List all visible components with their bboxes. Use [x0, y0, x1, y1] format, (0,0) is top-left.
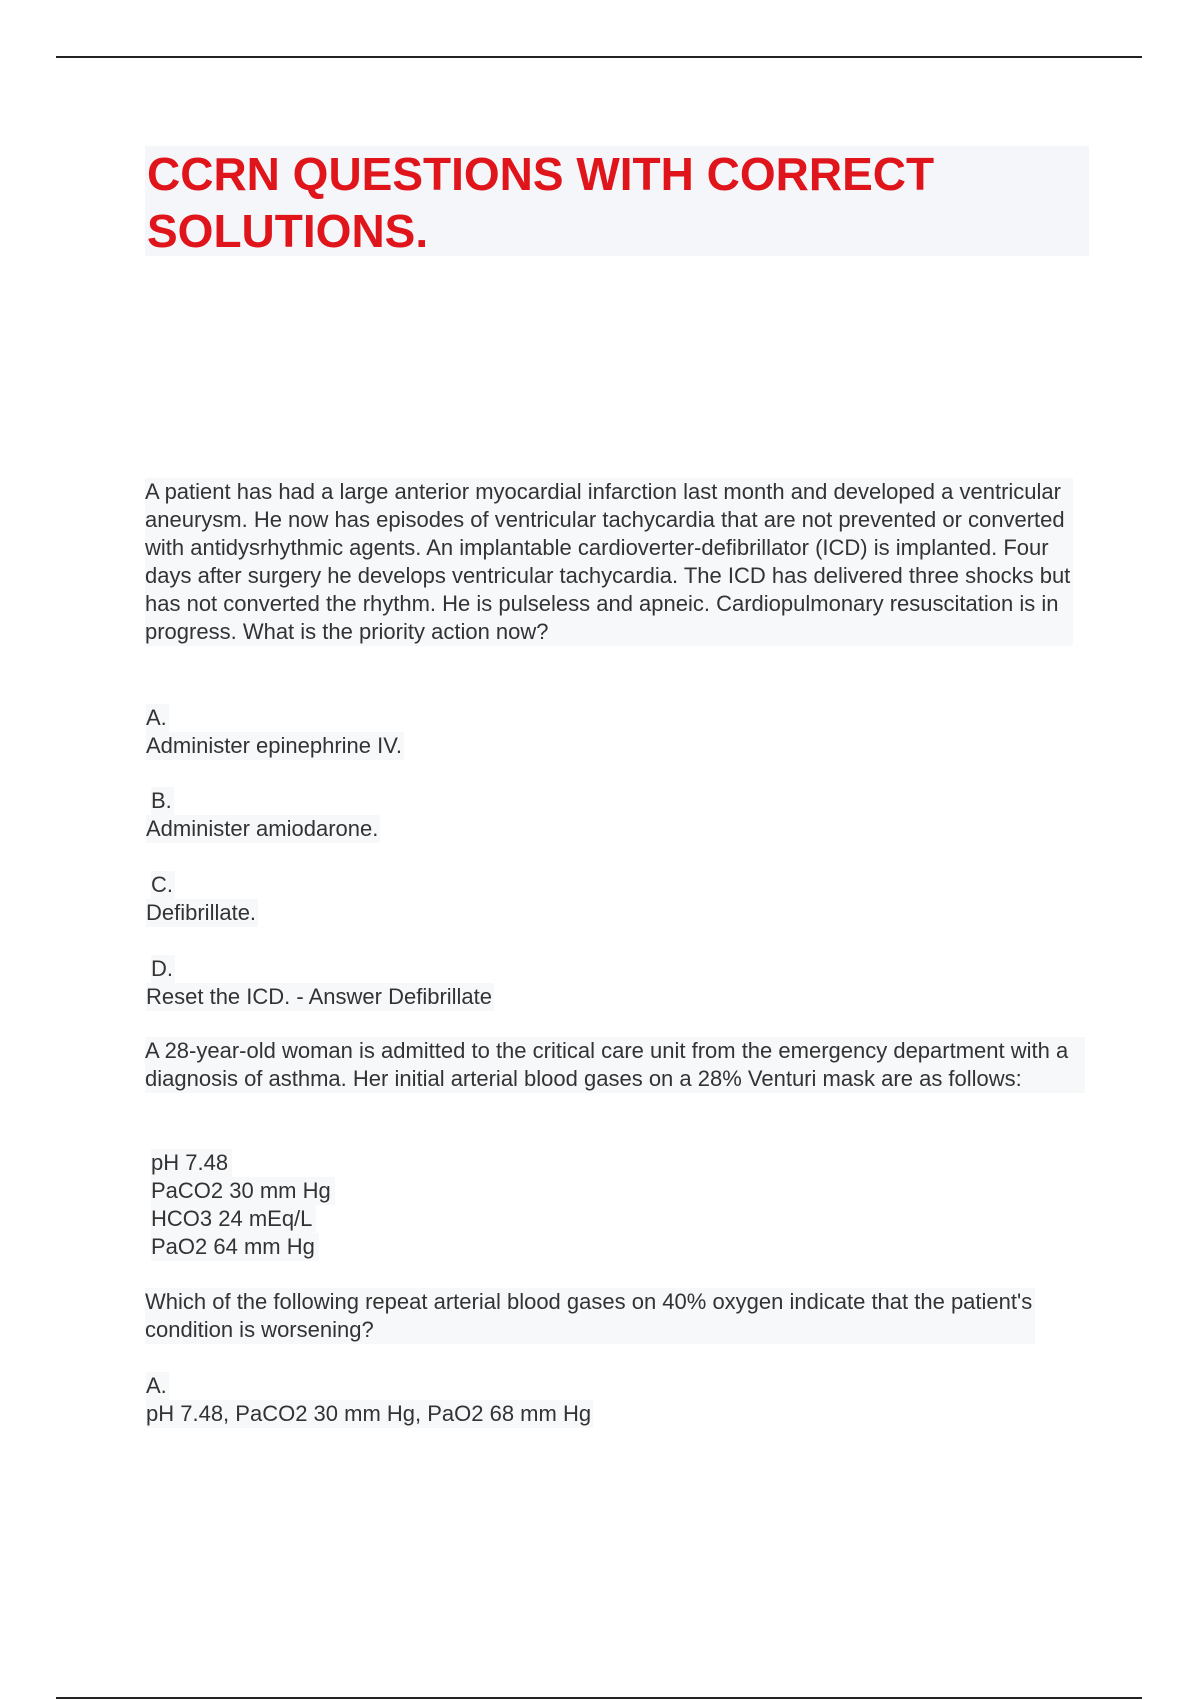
bottom-rule — [56, 1697, 1142, 1699]
q1-option-a-letter: A. — [146, 705, 167, 730]
q1-option-a-text: Administer epinephrine IV. — [146, 733, 403, 758]
q1-option-b-text: Administer amiodarone. — [146, 816, 379, 841]
abg-pao2: PaO2 64 mm Hg — [151, 1233, 319, 1261]
title-banner — [145, 146, 1089, 256]
q2-option-a-text: pH 7.48, PaCO2 30 mm Hg, PaO2 68 mm Hg — [146, 1401, 592, 1426]
abg-values — [151, 1149, 335, 1261]
question-1-stem: A patient has had a large anterior myocardial infarction last month and developed a ventricular aneurysm. He now has episodes of ventricular tachycardia that are not prevented or converted with antidysrhythmic agents. An implantable cardioverter-defibrillator (ICD) is implanted. Four days after surgery he develops ventricular tachycardia. The ICD has delivered three shocks but has not converted the rhythm. He is pulseless and apneic. Cardiopulmonary resuscitation is in progress. What is the priority action now? — [145, 478, 1073, 646]
q1-option-d-text: Reset the ICD. - Answer Defibrillate — [146, 984, 493, 1009]
abg-ph: pH 7.48 — [151, 1149, 232, 1177]
page-title: CCRN QUESTIONS WITH CORRECT SOLUTIONS. — [147, 148, 935, 257]
abg-paco2: PaCO2 30 mm Hg — [151, 1177, 335, 1205]
q1-option-c-letter: C. — [151, 872, 173, 897]
q1-option-b-letter: B. — [151, 788, 172, 813]
question-2-intro: A 28-year-old woman is admitted to the critical care unit from the emergency department with a diagnosis of asthma. Her initial arterial blood gases on a 28% Venturi mask are as follows: — [145, 1037, 1085, 1093]
abg-hco3: HCO3 24 mEq/L — [151, 1205, 316, 1233]
q1-option-d-letter: D. — [151, 956, 173, 981]
q1-option-c-text: Defibrillate. — [146, 900, 257, 925]
question-2-stem: Which of the following repeat arterial blood gases on 40% oxygen indicate that the patient's condition is worsening? — [145, 1288, 1035, 1344]
top-rule — [56, 56, 1142, 58]
q2-option-a-letter: A. — [146, 1373, 167, 1398]
